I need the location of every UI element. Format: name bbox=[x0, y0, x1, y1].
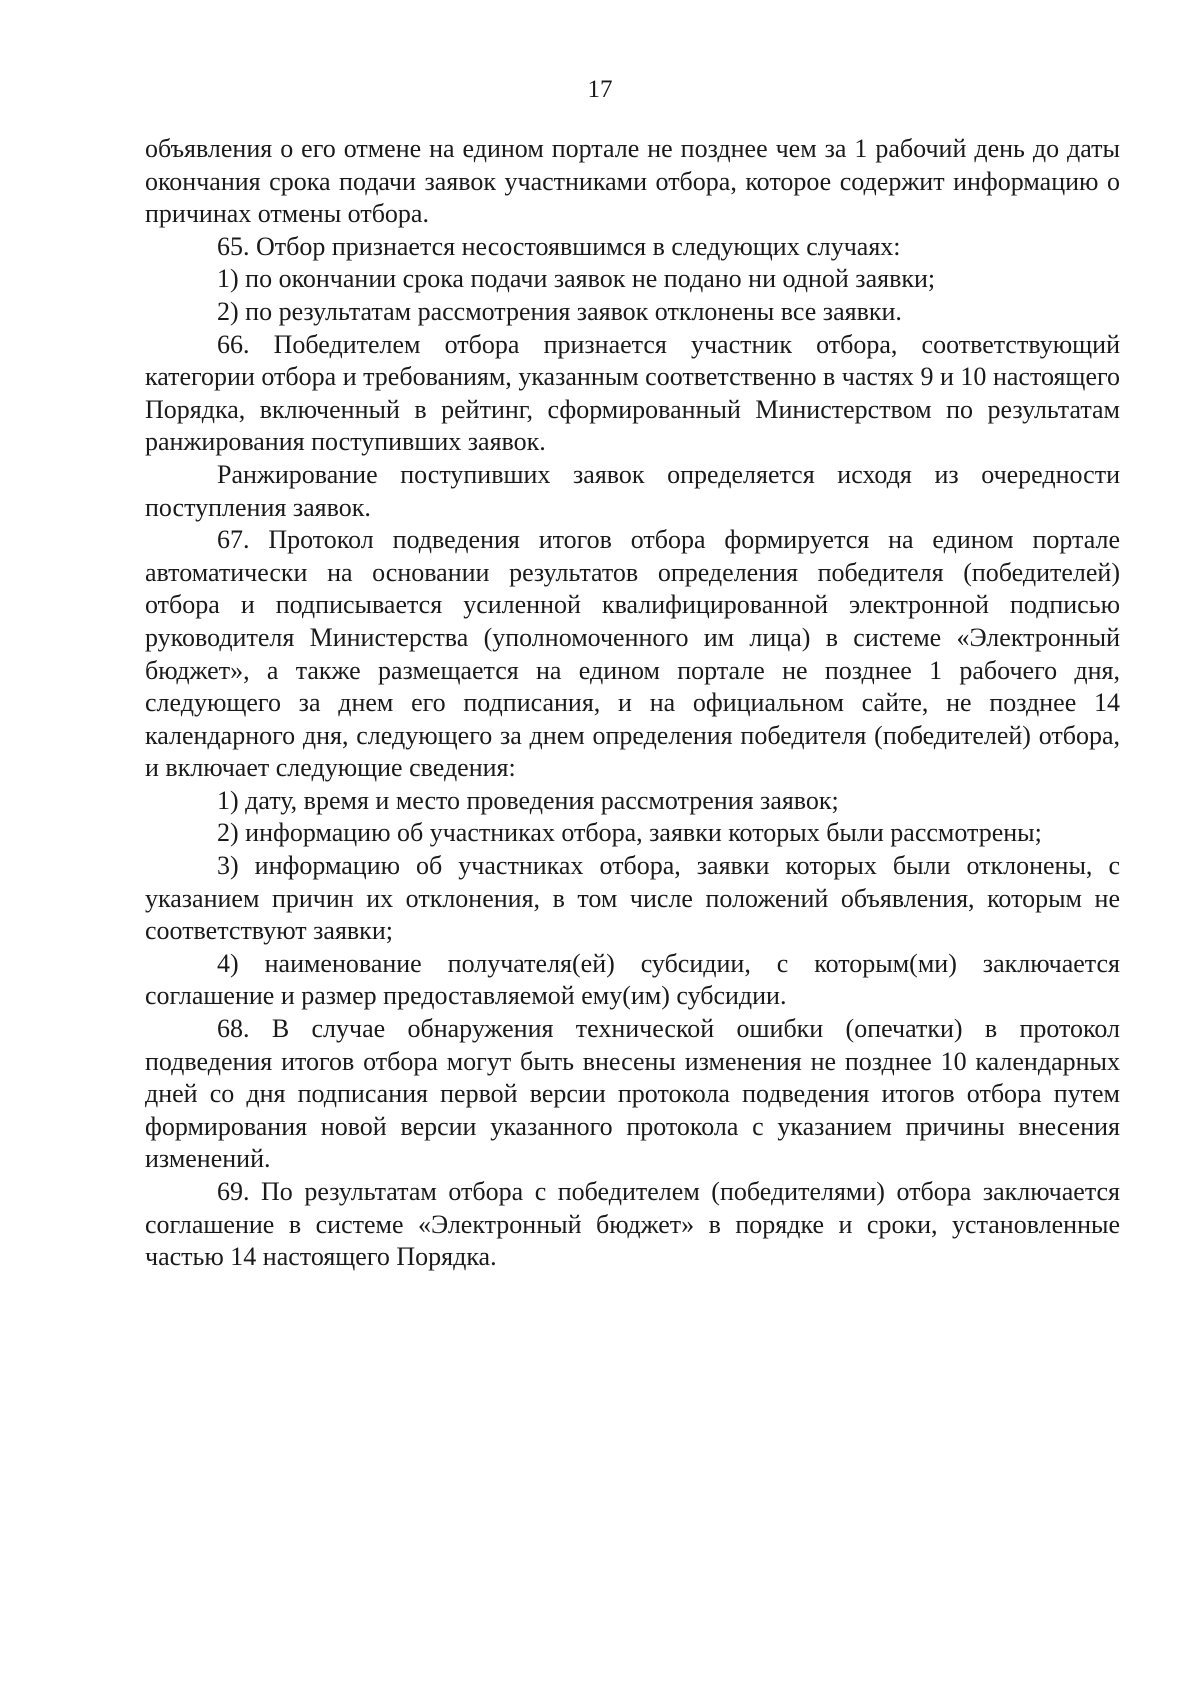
paragraph-69: 69. По результатам отбора с победителем (победителями) отбора заключается соглашение в системе «Электронный бюджет» в порядке и сроки, установленные частью 14 настоящего Порядка. bbox=[145, 1177, 1120, 1272]
paragraph-65: 65. Отбор признается несостоявшимся в следующих случаях: bbox=[217, 231, 901, 261]
paragraph-continuation: объявления о его отмене на едином портале не позднее чем за 1 рабочий день до даты окончания срока подачи заявок участниками отбора, которое содержит информацию о причинах отмены отбора. bbox=[145, 134, 1120, 229]
page-number: 17 bbox=[587, 76, 613, 103]
document-body bbox=[145, 133, 1120, 1274]
paragraph-65-item-2: 2) по результатам рассмотрения заявок отклонены все заявки. bbox=[217, 296, 902, 326]
paragraph-66-ranking: Ранжирование поступивших заявок определяется исходя из очередности поступления заявок. bbox=[145, 459, 1120, 522]
paragraph-68: 68. В случае обнаружения технической ошибки (опечатки) в протокол подведения итогов отбора могут быть внесены изменения не позднее 10 календарных дней со дня подписания первой версии протокола подведения итогов отбора путем формирования новой версии указанного протокола с указанием причины внесения изменений. bbox=[145, 1014, 1120, 1174]
paragraph-67-item-4: 4) наименование получателя(ей) субсидии, с которым(ми) заключается соглашение и размер предоставляемой ему(им) субсидии. bbox=[145, 948, 1120, 1011]
paragraph-66: 66. Победителем отбора признается участник отбора, соответствующий категории отбора и требованиям, указанным соответственно в частях 9 и 10 настоящего Порядка, включенный в рейтинг, сформированный Министерством по результатам ранжирования поступивших заявок. bbox=[145, 329, 1120, 457]
paragraph-67-item-3: 3) информацию об участниках отбора, заявки которых были отклонены, с указанием причин их отклонения, в том числе положений объявления, которым не соответствуют заявки; bbox=[145, 851, 1120, 946]
paragraph-67: 67. Протокол подведения итогов отбора формируется на едином портале автоматически на основании результатов определения победителя (победителей) отбора и подписывается усиленной квалифицированной электронной подписью руководителя Министерства (уполномоченного им лица) в системе «Электронный бюджет», а также размещается на едином портале не позднее 1 рабочего дня, следующего за днем его подписания, и на официальном сайте, не позднее 14 календарного дня, следующего за днем определения победителя (победителей) отбора, и включает следующие сведения: bbox=[145, 525, 1120, 783]
paragraph-67-item-2: 2) информацию об участниках отбора, заявки которых были рассмотрены; bbox=[217, 818, 1042, 848]
paragraph-67-item-1: 1) дату, время и место проведения рассмотрения заявок; bbox=[217, 785, 839, 815]
paragraph-65-item-1: 1) по окончании срока подачи заявок не подано ни одной заявки; bbox=[217, 264, 936, 294]
